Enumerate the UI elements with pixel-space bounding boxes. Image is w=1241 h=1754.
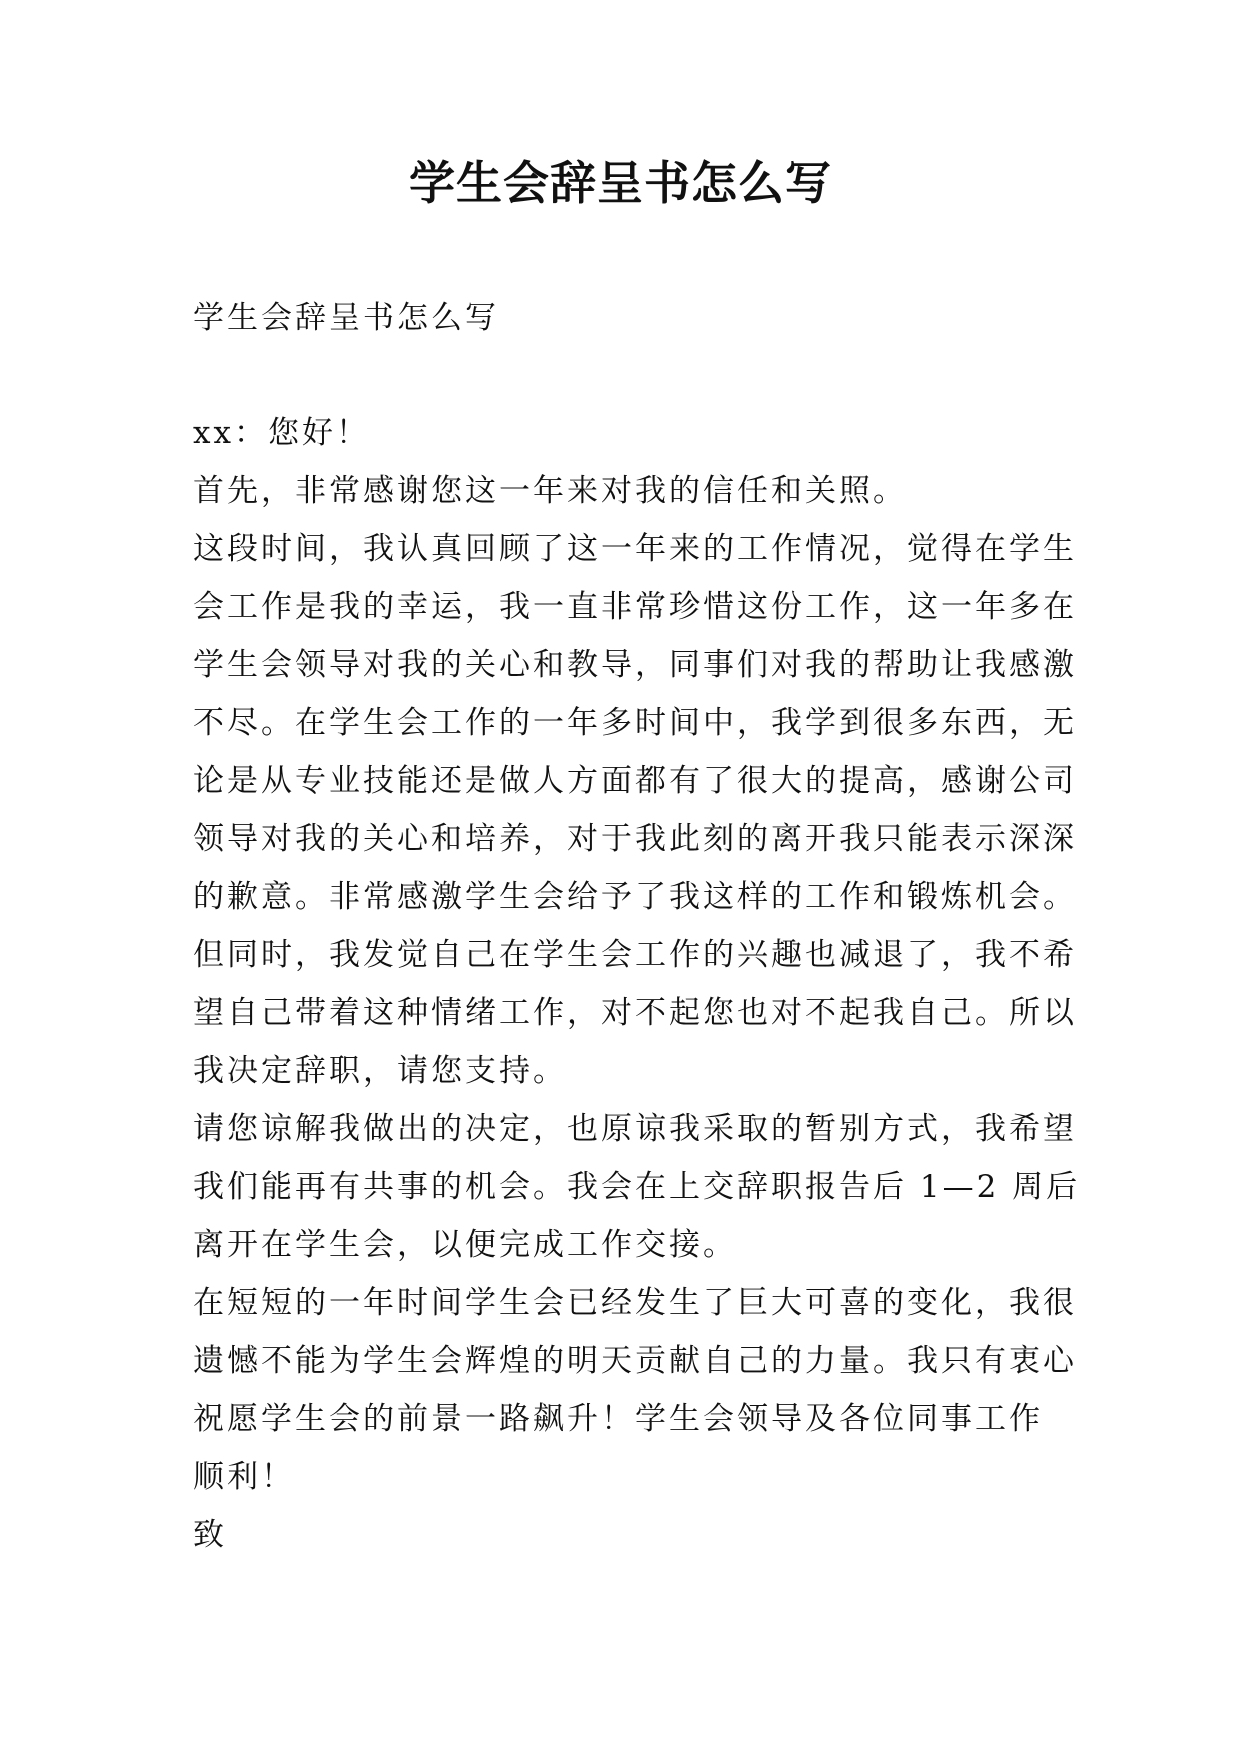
letter-body bbox=[193, 404, 1081, 1564]
letter-line: xx：您好！ bbox=[193, 415, 370, 451]
letter-line: 祝愿学生会的前景一路飙升！学生会领导及各位同事工作 bbox=[193, 1401, 1043, 1437]
letter-line: 致 bbox=[193, 1517, 227, 1553]
letter-line: 离开在学生会，以便完成工作交接。 bbox=[193, 1227, 737, 1263]
letter-line: 顺利！ bbox=[193, 1459, 295, 1495]
letter-line: 我决定辞职，请您支持。 bbox=[193, 1053, 567, 1089]
letter-line: 望自己带着这种情绪工作，对不起您也对不起我自己。所以 bbox=[193, 995, 1077, 1031]
letter-line: 首先，非常感谢您这一年来对我的信任和关照。 bbox=[193, 473, 907, 509]
letter-line: 论是从专业技能还是做人方面都有了很大的提高，感谢公司 bbox=[193, 763, 1077, 799]
document-subtitle: 学生会辞呈书怎么写 bbox=[193, 300, 499, 336]
letter-line: 的歉意。非常感激学生会给予了我这样的工作和锻炼机会。 bbox=[193, 879, 1077, 915]
letter-line: 这段时间，我认真回顾了这一年来的工作情况，觉得在学生 bbox=[193, 531, 1077, 567]
letter-line: 遗憾不能为学生会辉煌的明天贡献自己的力量。我只有衷心 bbox=[193, 1343, 1077, 1379]
letter-line: 我们能再有共事的机会。我会在上交辞职报告后 1—2 周后 bbox=[193, 1169, 1081, 1205]
letter-line: 学生会领导对我的关心和教导，同事们对我的帮助让我感激 bbox=[193, 647, 1077, 683]
letter-line: 领导对我的关心和培养，对于我此刻的离开我只能表示深深 bbox=[193, 821, 1077, 857]
document-title: 学生会辞呈书怎么写 bbox=[409, 156, 832, 210]
letter-line: 会工作是我的幸运，我一直非常珍惜这份工作，这一年多在 bbox=[193, 589, 1077, 625]
letter-line: 但同时，我发觉自己在学生会工作的兴趣也减退了，我不希 bbox=[193, 937, 1077, 973]
letter-line: 请您谅解我做出的决定，也原谅我采取的暂别方式，我希望 bbox=[193, 1111, 1077, 1147]
letter-line: 在短短的一年时间学生会已经发生了巨大可喜的变化，我很 bbox=[193, 1285, 1077, 1321]
letter-line: 不尽。在学生会工作的一年多时间中，我学到很多东西，无 bbox=[193, 705, 1077, 741]
